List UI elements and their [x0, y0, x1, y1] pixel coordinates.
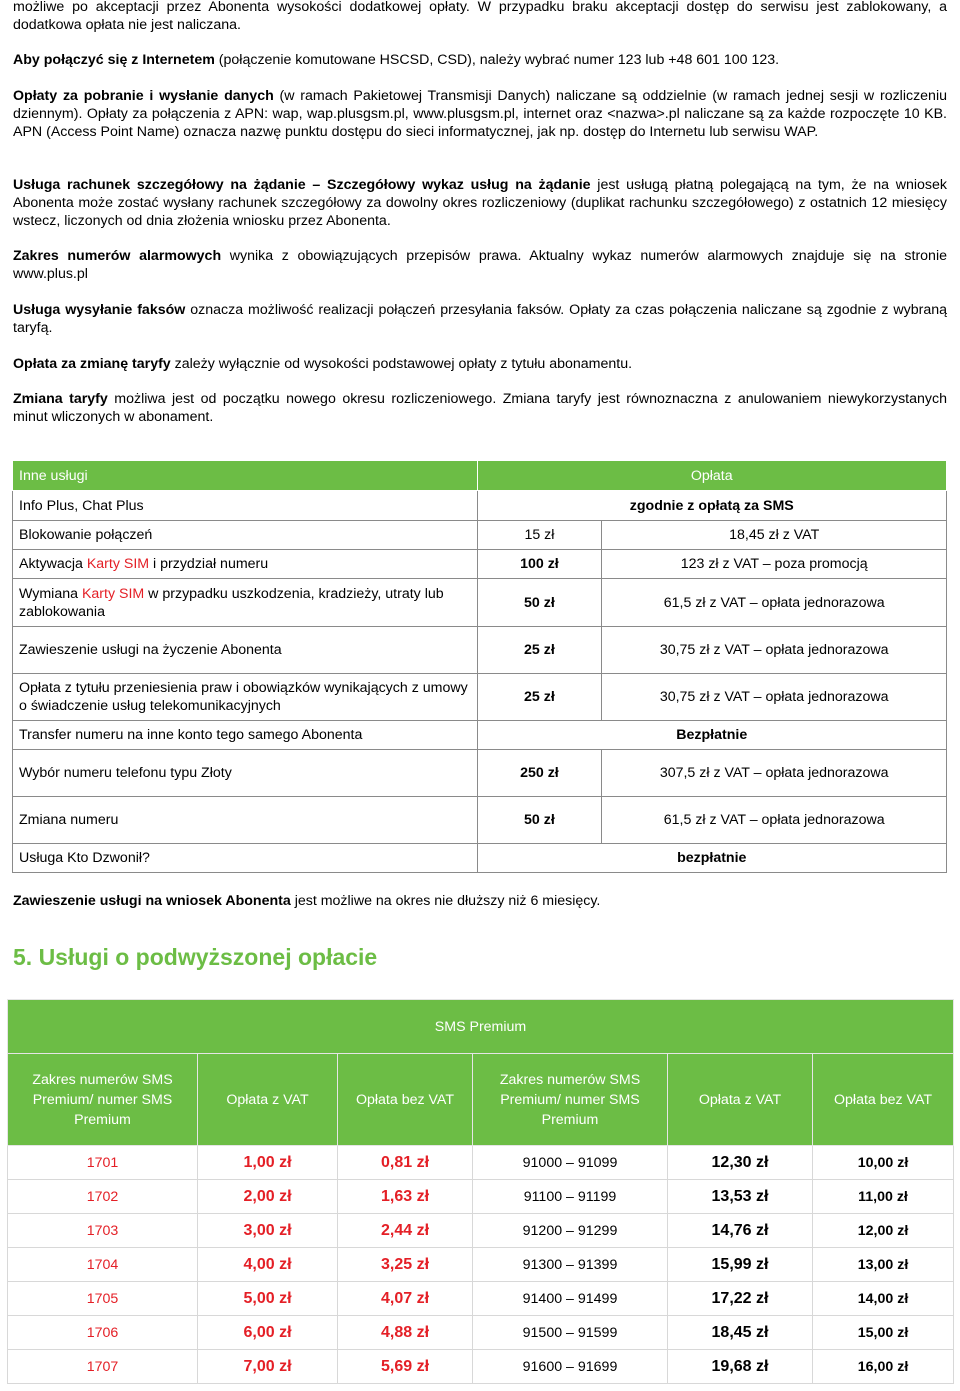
bold-lead: Opłaty za pobranie i wysłanie danych [13, 88, 274, 104]
number-range: 91300 – 91399 [473, 1248, 668, 1282]
fee-without-vat: 4,07 zł [338, 1282, 473, 1316]
service-name: Transfer numeru na inne konto tego samego Abonenta [13, 721, 478, 750]
service-name: Opłata z tytułu przeniesienia praw i obowiązków wynikających z umowy o świadczenie usług telekomunikacyjnych [13, 674, 478, 721]
other-services-table [12, 460, 947, 873]
number-range: 91000 – 91099 [473, 1146, 668, 1180]
fee-without-vat: 16,00 zł [813, 1350, 954, 1384]
fee-without-vat: 14,00 zł [813, 1282, 954, 1316]
service-fee-gross: 61,5 zł z VAT – opłata jednorazowa [602, 797, 947, 844]
service-fee-gross: 61,5 zł z VAT – opłata jednorazowa [602, 579, 947, 627]
fee-with-vat: 19,68 zł [668, 1350, 813, 1384]
service-name: Wybór numeru telefonu typu Złoty [13, 750, 478, 797]
table-header-row [13, 461, 947, 491]
fee-with-vat: 17,22 zł [668, 1282, 813, 1316]
paragraph-text: (połączenie komutowane HSCSD, CSD), należy wybrać numer 123 lub +48 601 100 123. [214, 52, 780, 68]
fee-without-vat: 3,25 zł [338, 1248, 473, 1282]
paragraph-text: jest możliwe na okres nie dłuższy niż 6 miesięcy. [290, 893, 601, 909]
table-row [8, 1214, 954, 1248]
fee-without-vat: 5,69 zł [338, 1350, 473, 1384]
fee-with-vat: 3,00 zł [198, 1214, 338, 1248]
table-row [8, 1350, 954, 1384]
service-fee: bezpłatnie [477, 844, 947, 873]
table-row [13, 674, 947, 721]
service-name: Blokowanie połączeń [13, 521, 478, 550]
table-row [8, 1248, 954, 1282]
service-fee-net: 100 zł [477, 550, 602, 579]
fee-without-vat: 2,44 zł [338, 1214, 473, 1248]
service-name: Aktywacja Karty SIM i przydział numeru [13, 550, 478, 579]
table-row [13, 491, 947, 521]
fee-with-vat: 7,00 zł [198, 1350, 338, 1384]
table-row [8, 1316, 954, 1350]
service-fee-gross: 307,5 zł z VAT – opłata jednorazowa [602, 750, 947, 797]
paragraph-data-fees [13, 87, 947, 142]
table-row [13, 521, 947, 550]
service-name: Info Plus, Chat Plus [13, 491, 478, 521]
sim-card-term: Karty SIM [81, 585, 145, 602]
service-fee-net: 15 zł [477, 521, 602, 550]
paragraph-suspension [13, 892, 947, 910]
service-name: Zmiana numeru [13, 797, 478, 844]
number-range: 91200 – 91299 [473, 1214, 668, 1248]
header-range: Zakres numerów SMS Premium/ numer SMS Premium [473, 1054, 668, 1146]
table-row [8, 1146, 954, 1180]
sms-premium-table [7, 999, 954, 1384]
bold-lead: Zakres numerów alarmowych [13, 248, 222, 264]
paragraph-text: zależy wyłącznie od wysokości podstawowej opłaty z tytułu abonamentu. [170, 356, 633, 372]
fee-without-vat: 13,00 zł [813, 1248, 954, 1282]
service-fee-net: 25 zł [477, 627, 602, 674]
fee-with-vat: 13,53 zł [668, 1180, 813, 1214]
fee-with-vat: 2,00 zł [198, 1180, 338, 1214]
sms-number: 1704 [8, 1248, 198, 1282]
paragraph-internet [13, 51, 947, 69]
header-fee-net: Opłata bez VAT [813, 1054, 954, 1146]
fee-with-vat: 12,30 zł [668, 1146, 813, 1180]
sms-number: 1706 [8, 1316, 198, 1350]
table-row [8, 1282, 954, 1316]
service-fee-net: 25 zł [477, 674, 602, 721]
sms-number: 1702 [8, 1180, 198, 1214]
header-range: Zakres numerów SMS Premium/ numer SMS Premium [8, 1054, 198, 1146]
fee-without-vat: 10,00 zł [813, 1146, 954, 1180]
header-fee: Opłata [477, 461, 947, 491]
paragraph-text: oznacza możliwość realizacji połączeń przesyłania faksów. Opłaty za czas połączenia naliczane są zgodnie z wybraną taryfą. [13, 302, 947, 337]
table-header-row [8, 1054, 954, 1146]
fee-with-vat: 6,00 zł [198, 1316, 338, 1350]
table-row [13, 627, 947, 674]
fee-without-vat: 1,63 zł [338, 1180, 473, 1214]
fee-without-vat: 12,00 zł [813, 1214, 954, 1248]
table-row [13, 797, 947, 844]
sms-number: 1703 [8, 1214, 198, 1248]
sms-number: 1707 [8, 1350, 198, 1384]
service-fee-gross: 30,75 zł z VAT – opłata jednorazowa [602, 674, 947, 721]
number-range: 91100 – 91199 [473, 1180, 668, 1214]
table-row [8, 1180, 954, 1214]
table-row [13, 721, 947, 750]
table-row [13, 844, 947, 873]
fee-with-vat: 14,76 zł [668, 1214, 813, 1248]
fee-without-vat: 4,88 zł [338, 1316, 473, 1350]
fee-without-vat: 15,00 zł [813, 1316, 954, 1350]
bold-lead: Zawieszenie usługi na wniosek Abonenta [13, 893, 291, 909]
table-title-row [8, 1000, 954, 1054]
header-fee-vat: Opłata z VAT [198, 1054, 338, 1146]
fee-with-vat: 4,00 zł [198, 1248, 338, 1282]
paragraph-detailed-bill [13, 176, 947, 231]
sim-card-term: Karty SIM [86, 556, 150, 572]
service-fee-gross: 123 zł z VAT – poza promocją [602, 550, 947, 579]
bold-lead: Zmiana taryfy [13, 391, 108, 407]
number-range: 91600 – 91699 [473, 1350, 668, 1384]
sms-number: 1701 [8, 1146, 198, 1180]
service-fee: Bezpłatnie [477, 721, 947, 750]
service-name: Usługa Kto Dzwonił? [13, 844, 478, 873]
paragraph-text: wynika z obowiązujących przepisów prawa. Aktualny wykaz numerów alarmowych znajduje się na stronie www.plus.pl [13, 248, 947, 283]
fee-with-vat: 18,45 zł [668, 1316, 813, 1350]
bold-lead: Usługa wysyłanie faksów [13, 302, 186, 318]
sms-number: 1705 [8, 1282, 198, 1316]
table-row [13, 550, 947, 579]
bold-lead: Opłata za zmianę taryfy [13, 356, 171, 372]
paragraph-continued: możliwe po akceptacji przez Abonenta wysokości dodatkowej opłaty. W przypadku braku akceptacji dostęp do serwisu jest zablokowany, a dodatkowa opłata nie jest naliczana. [13, 0, 947, 34]
number-range: 91400 – 91499 [473, 1282, 668, 1316]
table-row [13, 750, 947, 797]
table-row [13, 579, 947, 627]
header-fee-vat: Opłata z VAT [668, 1054, 813, 1146]
fee-with-vat: 1,00 zł [198, 1146, 338, 1180]
header-fee-net: Opłata bez VAT [338, 1054, 473, 1146]
paragraph-emergency-numbers [13, 247, 947, 283]
service-fee-net: 50 zł [477, 579, 602, 627]
fee-without-vat: 11,00 zł [813, 1180, 954, 1214]
number-range: 91500 – 91599 [473, 1316, 668, 1350]
service-name: Wymiana Karty SIM w przypadku uszkodzenia, kradzieży, utraty lub zablokowania [13, 579, 478, 627]
section-title: 5. Usługi o podwyższonej opłacie [13, 944, 378, 970]
service-fee-gross: 30,75 zł z VAT – opłata jednorazowa [602, 627, 947, 674]
paragraph-tariff-change [13, 390, 947, 426]
service-fee-net: 250 zł [477, 750, 602, 797]
fee-without-vat: 0,81 zł [338, 1146, 473, 1180]
paragraph-tariff-change-fee [13, 355, 947, 373]
service-fee-gross: 18,45 zł z VAT [602, 521, 947, 550]
fee-with-vat: 5,00 zł [198, 1282, 338, 1316]
paragraph-text: jest usługą płatną polegającą na tym, że na wniosek Abonenta może zostać wysłany rachunek szczegółowy za dowolny okres rozliczeniowy (duplikat rachunku szczegółowego) z ostatnich 12 miesięcy wstecz, liczonych od dnia złożenia wniosku przez Abonenta. [13, 177, 947, 230]
fee-with-vat: 15,99 zł [668, 1248, 813, 1282]
service-name: Zawieszenie usługi na życzenie Abonenta [13, 627, 478, 674]
service-fee-net: 50 zł [477, 797, 602, 844]
paragraph-text: (w ramach Pakietowej Transmisji Danych) naliczane są oddzielnie (w ramach jednej sesji w rozliczeniu dziennym). Opłaty za połączenia z APN: wap, wap.plusgsm.pl, www.plusgsm.pl, internet oraz <nazwa>.pl naliczane są za każde rozpoczęte 10 KB. APN (Access Point Name) oznacza nazwę punktu dostępu do sieci informatycznej, jak np. dostęp do Internetu lub serwisu WAP. [13, 88, 947, 141]
paragraph-fax [13, 301, 947, 337]
sms-premium-title: SMS Premium [8, 1000, 954, 1054]
bold-lead: Aby połączyć się z Internetem [13, 52, 215, 68]
bold-lead: Usługa rachunek szczegółowy na żądanie – Szczegółowy wykaz usług na żądanie [13, 177, 591, 193]
service-fee: zgodnie z opłatą za SMS [477, 491, 947, 521]
header-service: Inne usługi [13, 461, 478, 491]
paragraph-text: możliwa jest od początku nowego okresu rozliczeniowego. Zmiana taryfy jest równoznaczna z anulowaniem niewykorzystanych minut wliczonych w abonament. [13, 391, 947, 426]
